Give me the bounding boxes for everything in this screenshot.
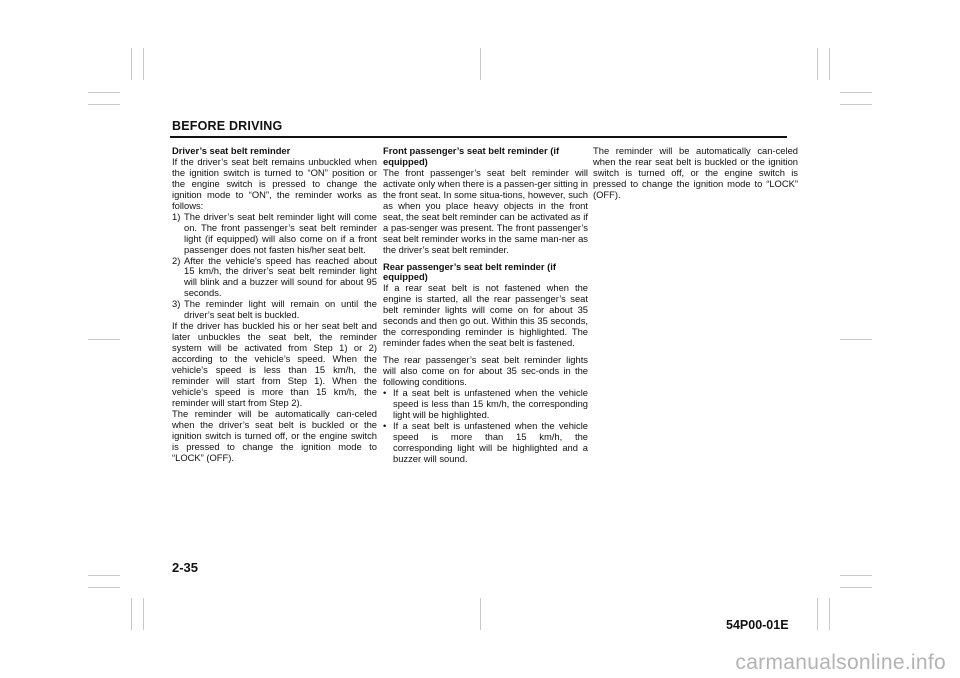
crop-mark [131, 48, 132, 80]
crop-mark [480, 598, 481, 630]
crop-mark [829, 48, 830, 80]
crop-mark [88, 575, 120, 576]
step-number: 3) [172, 298, 181, 310]
bullet-mark: • [383, 387, 387, 399]
step-number: 2) [172, 254, 181, 266]
column-passenger-reminders [383, 146, 588, 465]
column-rear-cancel [593, 146, 798, 201]
section-title: BEFORE DRIVING [172, 119, 283, 133]
rear-passenger-conditions: The rear passenger’s seat belt reminder lights will also come on for about 35 sec-onds in the following conditions. [383, 354, 588, 388]
crop-mark [88, 587, 120, 588]
rear-cancel-paragraph: The reminder will be automatically can-celed when the rear seat belt is buckled or the ignition switch is turned off, or the engine switch is pressed to change the ignition mode to “LOCK” (OFF). [593, 145, 798, 200]
cancel-paragraph: The reminder will be automatically can-celed when the driver’s seat belt is buckled or the ignition switch is turned off, or the engine switch is pressed to change the ignition mode to “LOCK” (OFF). [172, 407, 377, 463]
crop-mark [817, 48, 818, 80]
crop-mark [88, 92, 120, 93]
driver-reminder-intro: If the driver’s seat belt remains unbuckled when the ignition switch is turned to “ON” position or the engine switch is pressed to change the ignition mode to “ON”, the reminder works as follows: [172, 155, 377, 211]
crop-mark [88, 339, 120, 340]
unbuckle-paragraph: If the driver has buckled his or her seat belt and later unbuckles the seat belt, the reminder system will be activated from Step 1) or 2) according to the vehicle’s speed. When the vehicle’s speed is less than 15 km/h, the reminder will start from Step 1). When the vehicle’s speed is more than 15 km/h, the reminder will start from Step 2). [172, 320, 377, 408]
crop-mark [143, 598, 144, 630]
step-item [172, 256, 377, 300]
front-passenger-heading: Front passenger’s seat belt reminder (if equipped) [383, 145, 560, 167]
document-code: 54P00-01E [726, 618, 789, 632]
page-number: 2-35 [172, 560, 199, 575]
step-text: The driver’s seat belt reminder light will come on. The front passenger’s seat belt reminder light (if equipped) will also come on if a front passenger does not fasten his/her seat belt. [184, 210, 377, 255]
front-passenger-text: The front passenger’s seat belt reminder will activate only when there is a passen-ger sitting in the front seat. In some situa-tions, however, such as when you place heavy objects in the front seat, the seat belt reminder can be activated as if a pas-senger was present. The front passenger’s seat belt reminder works in the same man-ner as the driver’s seat belt reminder. [383, 166, 588, 255]
rear-passenger-heading: Rear passenger’s seat belt reminder (if equipped) [383, 260, 556, 283]
crop-mark [817, 598, 818, 630]
bullet-text: If a seat belt is unfastened when the vehicle speed is more than 15 km/h, the corresponding light will be highlighted and a buzzer will sound. [393, 419, 588, 464]
bullet-mark: • [383, 419, 387, 431]
crop-mark [131, 598, 132, 630]
header-divider [170, 136, 787, 138]
crop-mark [840, 92, 872, 93]
step-item [172, 299, 377, 321]
step-text: After the vehicle’s speed has reached about 15 km/h, the driver’s seat belt reminder light will blink and a buzzer will sound for about 95 seconds. [184, 254, 377, 299]
step-text: The reminder light will remain on until the driver’s seat belt is buckled. [184, 298, 377, 321]
bullet-item [383, 388, 588, 421]
crop-mark [840, 575, 872, 576]
crop-mark [840, 339, 872, 340]
crop-mark [840, 587, 872, 588]
rear-passenger-text: If a rear seat belt is not fastened when the engine is started, all the rear passenger’s seat belt reminder lights will come on for about 35 seconds and then go out. Within this 35 seconds, the corresponding reminder is highlighted. The reminder fades when the seat belt is fastened. [383, 282, 588, 349]
crop-mark [143, 48, 144, 80]
crop-mark [88, 104, 120, 105]
crop-mark [829, 598, 830, 630]
column-driver-reminder [172, 146, 377, 464]
step-number: 1) [172, 210, 181, 222]
crop-mark [840, 104, 872, 105]
crop-mark [480, 48, 481, 80]
driver-reminder-heading: Driver’s seat belt reminder [172, 145, 291, 156]
watermark: carmanualsonline.info [735, 651, 946, 674]
bullet-item [383, 421, 588, 465]
step-item [172, 212, 377, 256]
bullet-text: If a seat belt is unfastened when the vehicle speed is less than 15 km/h, the corresponding light will be highlighted. [393, 387, 588, 420]
